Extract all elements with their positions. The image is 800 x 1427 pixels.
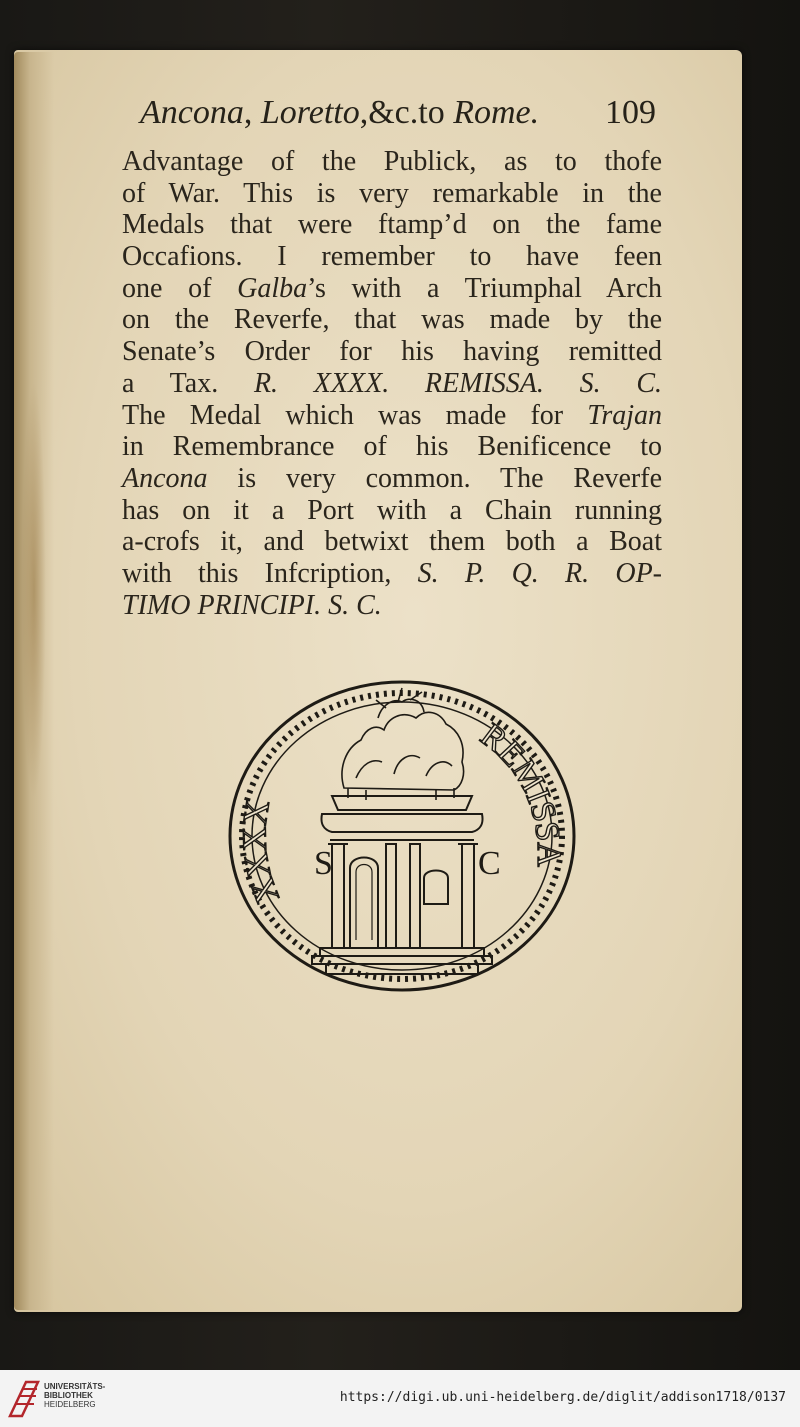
header-etc: ,&c.to [359, 94, 445, 131]
permalink-url[interactable]: https://digi.ub.uni-heidelberg.de/diglit/addison1718/0137 [339, 1390, 786, 1405]
medal-letter-s: S [314, 845, 333, 882]
text-run: The Medal which was made for [122, 399, 588, 431]
medal-legend-xxxx: XXXX [236, 797, 287, 909]
library-line-3: HEIDELBERG [44, 1400, 96, 1409]
text-line [122, 304, 662, 336]
text-run: Medals that were ftamp’d on the fame [122, 209, 662, 241]
running-header [140, 94, 680, 140]
text-line [122, 273, 662, 305]
arch-entablature [321, 814, 482, 832]
text-line [122, 178, 662, 210]
text-line [122, 241, 662, 273]
header-rome: Rome. [453, 94, 540, 131]
text-run: a-crofs it, and betwixt them both a Boat [122, 526, 662, 558]
footer-bar [0, 1370, 800, 1427]
text-run: on the Reverfe, that was made by the [122, 304, 662, 336]
italic-text: Trajan [587, 399, 662, 431]
text-run: Senate’s Order for his having remitted [122, 336, 662, 368]
text-run: of War. This is very remarkable in the [122, 177, 662, 209]
text-line [122, 209, 662, 241]
text-run: Advantage of the Publick, as to thofe [122, 146, 662, 177]
italic-text: S. P. Q. R. OP- [417, 557, 662, 589]
text-line [122, 495, 662, 527]
header-separator: , [243, 94, 253, 131]
page-stain [22, 380, 46, 800]
text-line [122, 526, 662, 558]
text-run: in Remembrance of his Benificence to [122, 431, 662, 463]
text-line [122, 463, 662, 495]
library-line-1: UNIVERSITÄTS- [44, 1382, 106, 1391]
medal-outer-rim [230, 682, 574, 990]
text-run: a Tax. [122, 367, 254, 399]
italic-text: Galba [237, 272, 308, 304]
medal-beaded-border [242, 693, 562, 979]
statue-quadriga [342, 688, 464, 800]
text-run: is very common. The Reverfe [207, 462, 662, 494]
medal-engraving [226, 678, 578, 994]
text-run: one of [122, 272, 238, 304]
library-line-2: BIBLIOTHEK [44, 1391, 93, 1400]
page-number: 109 [605, 94, 656, 131]
text-line [122, 590, 662, 622]
header-loretto: Loretto [260, 94, 360, 131]
text-run: Occafions. I remember to have feen [122, 241, 662, 273]
arch-window [424, 871, 448, 905]
medal-legend-remissa: REMISSA [473, 716, 568, 867]
library-name [44, 1382, 105, 1409]
text-line [122, 146, 662, 178]
text-run: has on it a Port with a Chain running [122, 494, 662, 526]
medal-inner-rim [252, 702, 552, 970]
statue-base [332, 796, 472, 810]
arch-doorway [350, 858, 378, 949]
text-line [122, 431, 662, 463]
library-logo-icon [8, 1378, 40, 1418]
italic-text: R. XXXX. REMISSA. S. C. [253, 367, 663, 399]
header-ancona: Ancona [140, 94, 244, 131]
medal-letter-c: C [478, 845, 501, 882]
text-line [122, 368, 662, 400]
text-line [122, 336, 662, 368]
body-paragraph [122, 146, 662, 621]
text-run: ’s with a Triumphal Arch [307, 272, 662, 304]
text-line [122, 558, 662, 590]
italic-text: Ancona [122, 462, 208, 494]
italic-text: TIMO PRINCIPI. S. C. [122, 589, 382, 621]
text-line [122, 400, 662, 432]
text-run: with this Infcription, [122, 557, 418, 589]
